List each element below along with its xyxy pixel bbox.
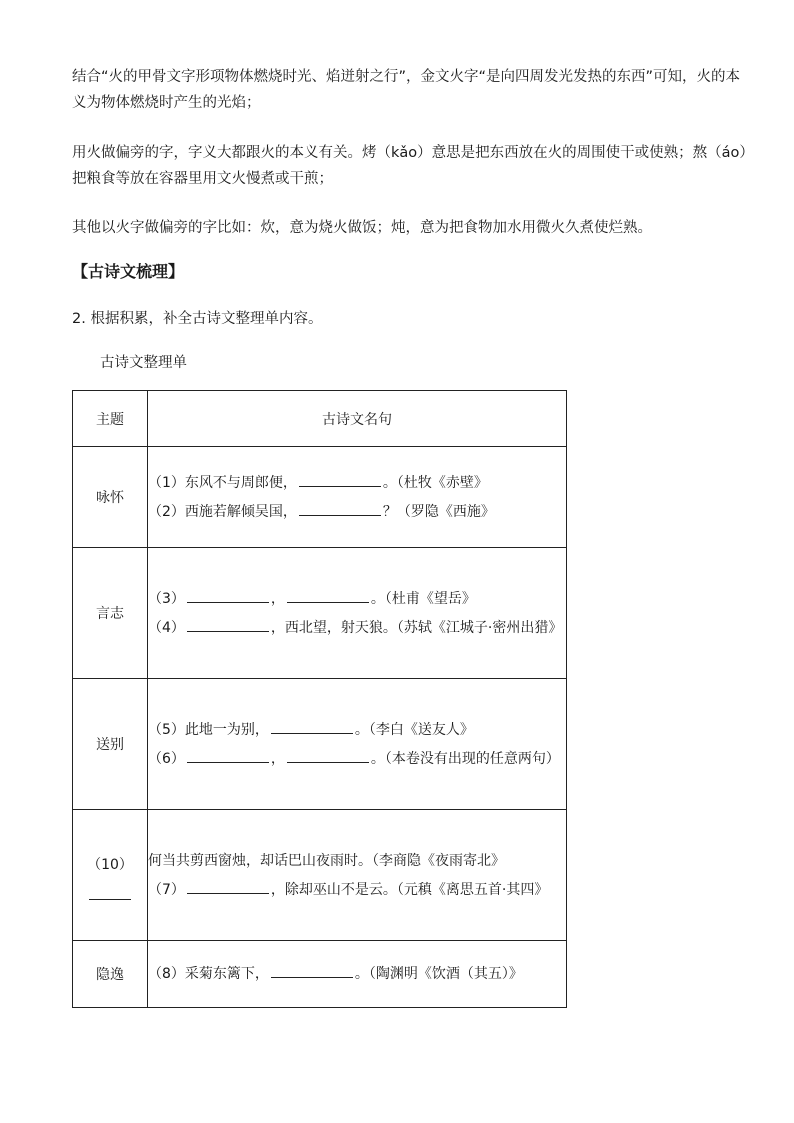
paragraph-fire-examples: 其他以火字做偏旁的字比如：炊，意为烧火做饭；炖，意为把食物加水用微火久煮使烂熟。 — [72, 220, 652, 236]
answer-blank[interactable] — [299, 501, 381, 516]
answer-blank[interactable] — [187, 588, 269, 603]
poem-line: （4） ，西北望，射天狼。（苏轼《江城子·密州出猎》 — [148, 615, 566, 641]
row-theme: 咏怀 — [73, 447, 148, 548]
row-lines — [148, 548, 567, 679]
header-theme: 主题 — [73, 391, 148, 447]
table-row — [73, 679, 567, 810]
poem-line: （6） ， 。（本卷没有出现的任意两句） — [148, 746, 566, 772]
answer-blank[interactable] — [287, 588, 369, 603]
answer-blank[interactable] — [287, 748, 369, 763]
row-lines — [148, 679, 567, 810]
table-header-row — [73, 391, 567, 447]
poem-line: （2）西施若解倾吴国， ？（罗隐《西施》 — [148, 499, 566, 525]
poem-line: （1）东风不与周郎便， 。（杜牧《赤壁》 — [148, 470, 566, 496]
poem-line: （5）此地一为别， 。（李白《送友人》 — [148, 717, 566, 743]
answer-blank[interactable] — [271, 719, 353, 734]
table-row — [73, 548, 567, 679]
poem-line: （8）采菊东篱下， 。（陶渊明《饮酒（其五）》 — [148, 961, 566, 987]
table-row — [73, 941, 567, 1008]
row-theme — [73, 810, 148, 941]
table-caption: 古诗文整理单 — [100, 355, 187, 371]
answer-blank[interactable] — [89, 879, 131, 900]
row-theme: 言志 — [73, 548, 148, 679]
answer-blank[interactable] — [187, 748, 269, 763]
row-theme: 隐逸 — [73, 941, 148, 1008]
poem-line: 何当共剪西窗烛，却话巴山夜雨时。（李商隐《夜雨寄北》 — [148, 852, 505, 869]
table-row — [73, 810, 567, 941]
theme-blank-wrap: （10） — [87, 851, 133, 900]
paragraph-fire-meaning: 结合“火的甲骨文字形项物体燃烧时光、焰迸射之行”，金文火字“是向四周发光发热的东西”可知，火的本义为物体燃烧时产生的光焰； — [72, 69, 741, 111]
header-lines: 古诗文名句 — [148, 391, 567, 447]
answer-blank[interactable] — [187, 617, 269, 632]
poem-line: （7） ，除却巫山不是云。（元稹《离思五首·其四》 — [148, 877, 566, 903]
question-text: 2. 根据积累，补全古诗文整理单内容。 — [72, 311, 323, 327]
section-heading: 【古诗文梳理】 — [72, 262, 185, 281]
table-row — [73, 447, 567, 548]
poem-line: （3） ， 。（杜甫《望岳》 — [148, 586, 566, 612]
row-lines — [148, 941, 567, 1008]
answer-blank[interactable] — [187, 879, 269, 894]
row-lines — [148, 810, 567, 941]
answer-blank[interactable] — [299, 472, 381, 487]
poem-table — [72, 390, 567, 1008]
row-lines — [148, 447, 567, 548]
row-theme: 送别 — [73, 679, 148, 810]
paragraph-fire-radical: 用火做偏旁的字，字义大都跟火的本义有关。烤（kǎo）意思是把东西放在火的周围使干或使熟；熬（áo）把粮食等放在容器里用文火慢煮或干煎； — [72, 145, 747, 187]
answer-blank[interactable] — [271, 963, 353, 978]
